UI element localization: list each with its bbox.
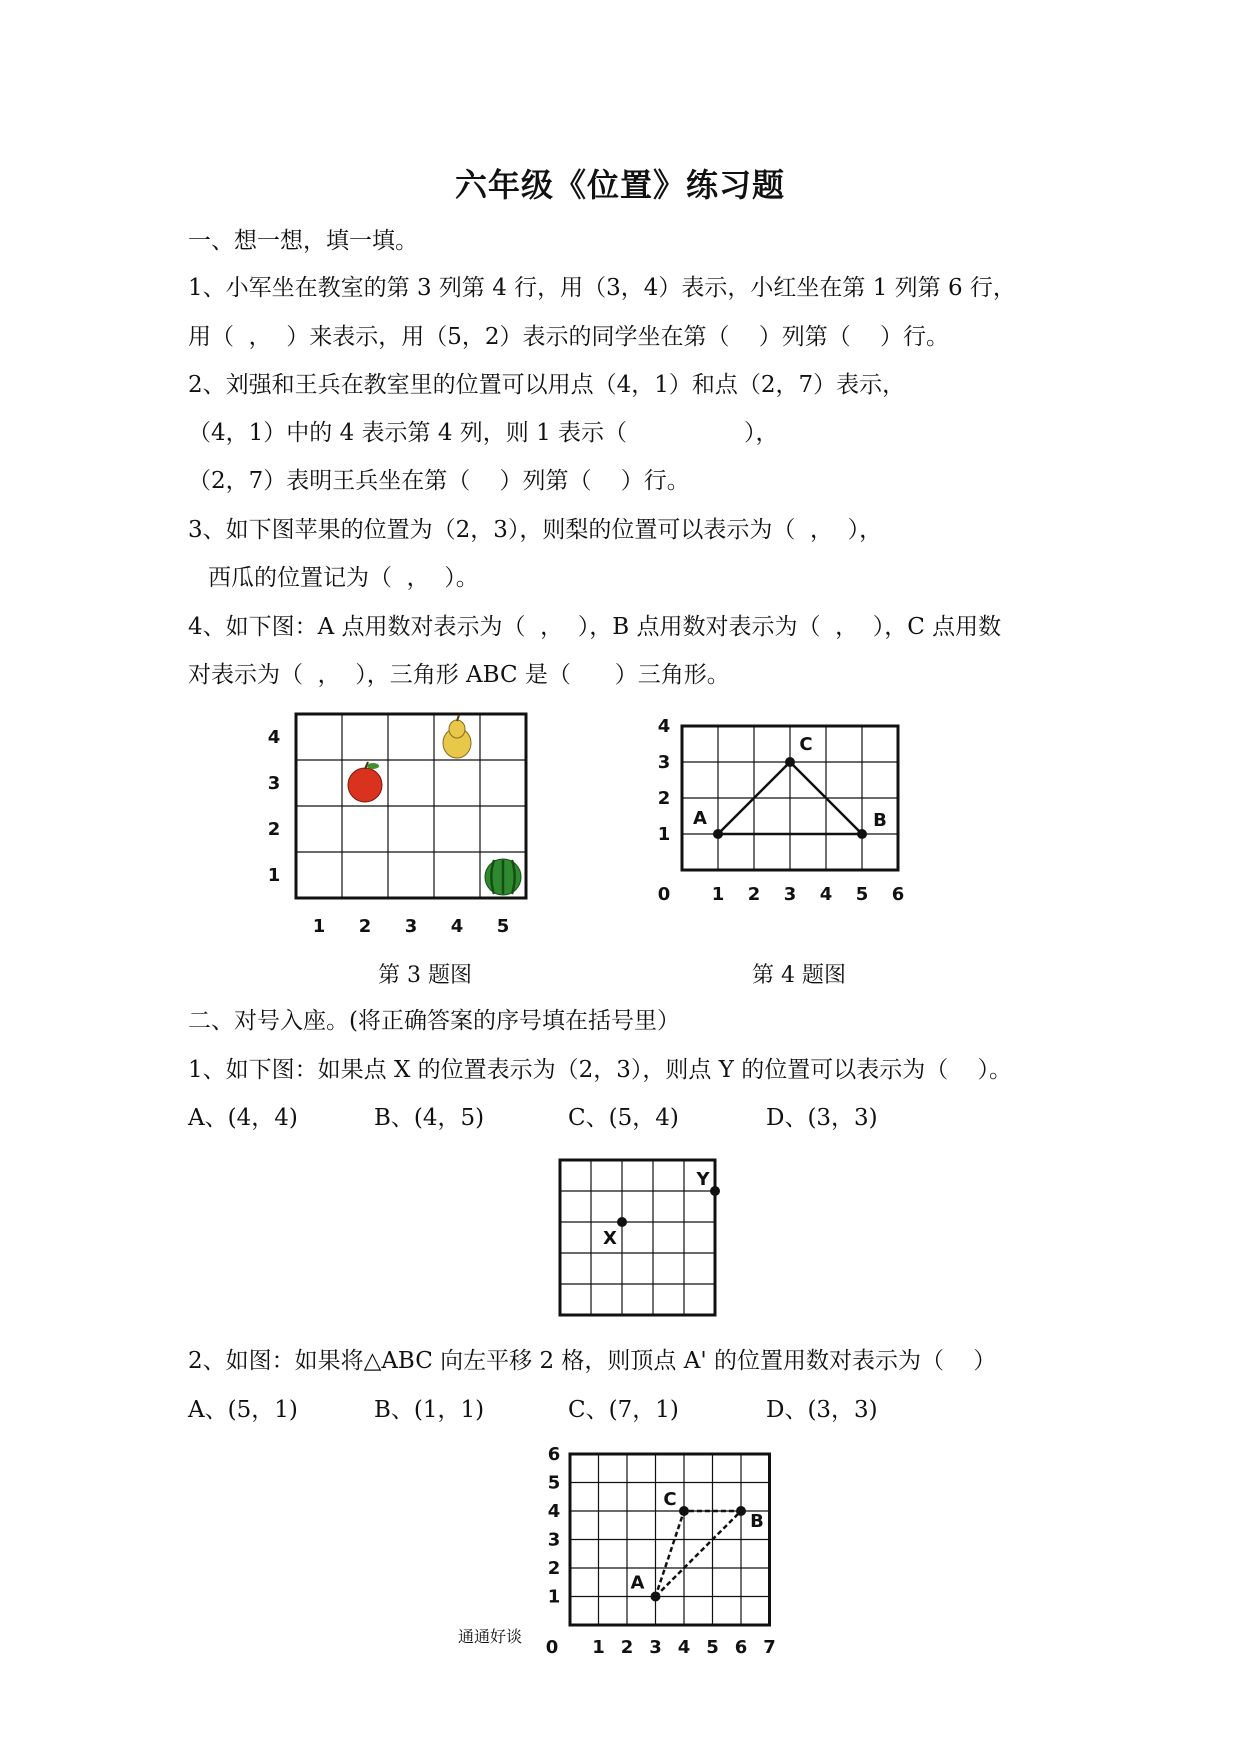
point-label-b: B <box>750 1511 764 1532</box>
figq2-y-tick-label: 5 <box>547 1472 561 1494</box>
pear-icon <box>443 715 471 758</box>
figq2-y-tick-label: 4 <box>547 1501 561 1522</box>
q2-line2: （4，1）中的 4 表示第 4 列，则 1 表示（ ）， <box>188 420 779 446</box>
figxy-grid-border <box>560 1160 715 1315</box>
figure-3-fruit-grid <box>260 700 560 950</box>
q2-line3: （2，7）表明王兵坐在第（ ）列第（ ）行。 <box>188 468 690 494</box>
q1-line2: 用（ ， ）来表示，用（5，2）表示的同学坐在第（ ）列第（ ）行。 <box>188 324 949 350</box>
fig3-x-tick-label: 1 <box>312 916 326 937</box>
figq2-x-tick-label: 0 <box>545 1637 559 1658</box>
figure-xy-grid <box>558 1158 728 1318</box>
fig4-x-tick-label: 6 <box>891 884 905 905</box>
q4-line1: 4、如下图：A 点用数对表示为（ ， ），B 点用数对表示为（ ， ），C 点用数 <box>188 614 1002 640</box>
pear-top <box>449 720 465 738</box>
fig3-x-tick-label: 4 <box>450 916 464 937</box>
fig3-y-tick-label: 2 <box>267 819 281 840</box>
fig4-x-tick-label: 0 <box>657 884 671 905</box>
footer-watermark: 通通好谈 <box>458 1627 523 1646</box>
figq2-x-tick-label: 2 <box>620 1637 634 1658</box>
watermelon-icon <box>485 859 521 895</box>
q3-line1: 3、如下图苹果的位置为（2，3），则梨的位置可以表示为（ ， ）， <box>188 517 883 543</box>
triangle-abc-q2 <box>656 1511 742 1597</box>
q2-line1: 2、刘强和王兵在教室里的位置可以用点（4，1）和点（2，7）表示， <box>188 372 906 398</box>
fig4-x-tick-label: 5 <box>855 884 869 905</box>
fig3-x-tick-label: 3 <box>404 916 418 937</box>
s2-q1-option-b: B、(4，5) <box>374 1105 485 1131</box>
point-c <box>679 1506 689 1516</box>
point-label-y: Y <box>696 1169 710 1190</box>
point-a <box>651 1592 661 1602</box>
fig3-y-tick-label: 3 <box>267 773 281 794</box>
fig3-y-tick-label: 1 <box>267 865 281 886</box>
point-label-c: C <box>663 1489 677 1510</box>
point-label-a: A <box>630 1572 645 1594</box>
point-b <box>857 829 867 839</box>
fig4-x-tick-label: 1 <box>711 884 725 905</box>
point-b <box>736 1506 746 1516</box>
point-label-b: B <box>873 810 887 831</box>
fig4-y-tick-label: 2 <box>657 788 671 809</box>
section1-heading: 一、想一想，填一填。 <box>188 228 418 254</box>
fig4-y-tick-label: 4 <box>657 716 671 737</box>
fig4-x-tick-label: 4 <box>819 884 833 905</box>
s2-q2-option-b: B、(1，1) <box>374 1397 485 1423</box>
point-a <box>713 829 723 839</box>
fig4-y-tick-label: 1 <box>657 824 671 845</box>
fig4-x-tick-label: 3 <box>783 884 797 905</box>
s2-q1-option-c: C、(5，4) <box>568 1105 679 1131</box>
fig4-y-tick-label: 3 <box>657 752 671 773</box>
s2-q2-option-a: A、(5，1) <box>188 1397 298 1423</box>
figure-4-triangle-grid <box>655 700 935 940</box>
figq2-x-tick-label: 7 <box>763 1637 776 1658</box>
section2-heading: 二、对号入座。(将正确答案的序号填在括号里） <box>188 1008 680 1034</box>
figq2-x-tick-label: 6 <box>734 1637 748 1658</box>
figure-q2-triangle-grid <box>530 1440 800 1658</box>
figq2-y-tick-label: 3 <box>547 1529 561 1551</box>
figq2-y-tick-label: 2 <box>547 1558 561 1579</box>
s2-q2-option-c: C、(7，1) <box>568 1397 679 1423</box>
page-title: 六年级《位置》练习题 <box>454 166 785 204</box>
point-y <box>710 1186 720 1196</box>
s2-q1-option-d: D、(3，3) <box>766 1105 878 1131</box>
point-label-c: C <box>799 734 813 755</box>
apple-leaf <box>367 763 379 769</box>
point-c <box>785 757 795 767</box>
fig3-y-tick-label: 4 <box>267 727 281 748</box>
figq2-x-tick-label: 3 <box>649 1637 662 1658</box>
figq2-y-tick-label: 6 <box>547 1444 561 1465</box>
figq2-x-tick-label: 4 <box>677 1637 691 1658</box>
s2-q1-line1: 1、如下图：如果点 X 的位置表示为（2，3），则点 Y 的位置可以表示为（ ）。 <box>188 1057 1012 1083</box>
q1-line1: 1、小军坐在教室的第 3 列第 4 行，用（3，4）表示，小红坐在第 1 列第 6 行， <box>188 275 1016 301</box>
figure-3-caption: 第 3 题图 <box>378 963 472 988</box>
figq2-y-tick-label: 1 <box>547 1586 561 1608</box>
figq2-x-tick-label: 1 <box>592 1637 605 1658</box>
figure-4-caption: 第 4 题图 <box>752 963 846 988</box>
fig3-x-tick-label: 2 <box>358 916 372 937</box>
s2-q2-line1: 2、如图：如果将△ABC 向左平移 2 格，则顶点 A' 的位置用数对表示为（ ） <box>188 1348 997 1374</box>
point-x <box>617 1217 627 1227</box>
q4-line2: 对表示为（ ， ），三角形 ABC 是（ ）三角形。 <box>188 662 730 688</box>
s2-q2-option-d: D、(3，3) <box>766 1397 878 1423</box>
fig3-x-tick-label: 5 <box>496 916 510 937</box>
fig4-x-tick-label: 2 <box>747 884 761 905</box>
s2-q1-option-a: A、(4，4) <box>188 1105 298 1131</box>
apple-icon <box>348 762 382 802</box>
apple-body <box>348 768 382 802</box>
point-label-x: X <box>603 1228 617 1249</box>
q3-line2: 西瓜的位置记为（ ， ）。 <box>208 565 479 591</box>
point-label-a: A <box>693 808 707 829</box>
figq2-x-tick-label: 5 <box>706 1637 719 1658</box>
